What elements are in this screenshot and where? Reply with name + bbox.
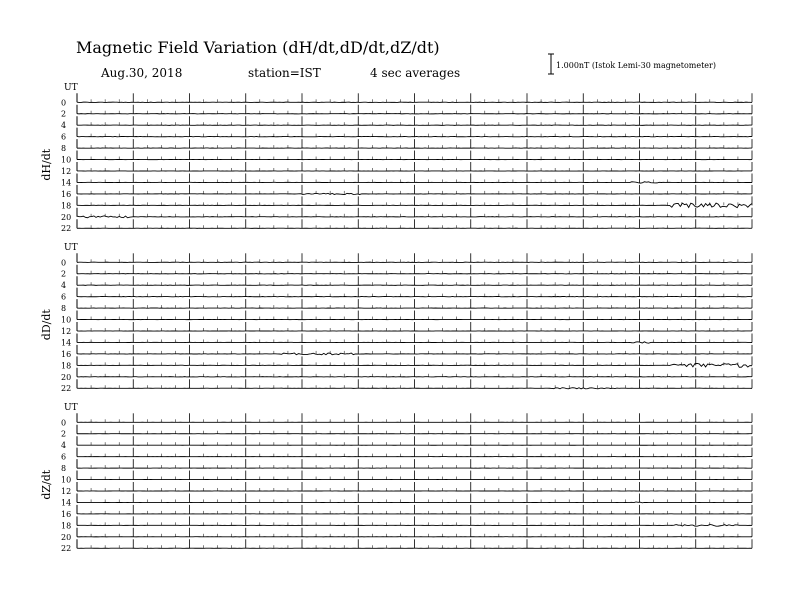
row-label: 18: [61, 201, 72, 211]
row-label: 0: [61, 98, 67, 108]
row-label: 8: [61, 304, 67, 314]
row-label: 10: [61, 155, 72, 165]
y-axis-label: dZ/dt: [40, 469, 53, 500]
scale-label: 1.000nT (Istok Lemi-30 magnetometer): [556, 61, 716, 70]
panel-dD-dt: [40, 243, 752, 393]
row-label: 12: [61, 486, 72, 496]
row-label: 22: [61, 544, 72, 554]
row-label: 4: [61, 121, 67, 131]
row-label: 20: [61, 532, 72, 542]
row-label: 12: [61, 166, 72, 176]
station-label: station=IST: [248, 66, 321, 80]
row-label: 4: [61, 281, 67, 291]
row-label: 18: [61, 521, 72, 531]
row-label: 6: [61, 452, 67, 462]
row-label: 2: [61, 429, 67, 439]
ut-axis-label: UT: [64, 243, 78, 253]
y-axis-label: dH/dt: [40, 148, 53, 181]
row-label: 0: [61, 258, 67, 268]
row-label: 16: [61, 509, 72, 519]
panel-dZ-dt: [40, 403, 752, 553]
row-label: 14: [61, 498, 72, 508]
row-label: 22: [61, 384, 72, 394]
row-label: 10: [61, 315, 72, 325]
panel-dH-dt: [40, 83, 752, 233]
row-label: 16: [61, 189, 72, 199]
row-label: 20: [61, 372, 72, 382]
row-label: 6: [61, 132, 67, 142]
date-label: Aug.30, 2018: [101, 66, 183, 80]
ut-axis-label: UT: [64, 403, 78, 413]
page-title: Magnetic Field Variation (dH/dt,dD/dt,dZ/dt): [76, 38, 440, 57]
ut-axis-label: UT: [64, 83, 78, 93]
row-label: 0: [61, 418, 67, 428]
row-label: 18: [61, 361, 72, 371]
averages-label: 4 sec averages: [370, 66, 461, 80]
row-label: 8: [61, 464, 67, 474]
row-label: 4: [61, 441, 67, 451]
row-label: 10: [61, 475, 72, 485]
row-label: 2: [61, 269, 67, 279]
trace-line: [77, 388, 752, 389]
row-label: 12: [61, 326, 72, 336]
row-label: 14: [61, 338, 72, 348]
row-label: 16: [61, 349, 72, 359]
trace-line: [77, 502, 752, 503]
row-label: 20: [61, 212, 72, 222]
row-label: 8: [61, 144, 67, 154]
row-label: 22: [61, 224, 72, 234]
row-label: 6: [61, 292, 67, 302]
row-label: 14: [61, 178, 72, 188]
row-label: 2: [61, 109, 67, 119]
y-axis-label: dD/dt: [40, 309, 53, 341]
